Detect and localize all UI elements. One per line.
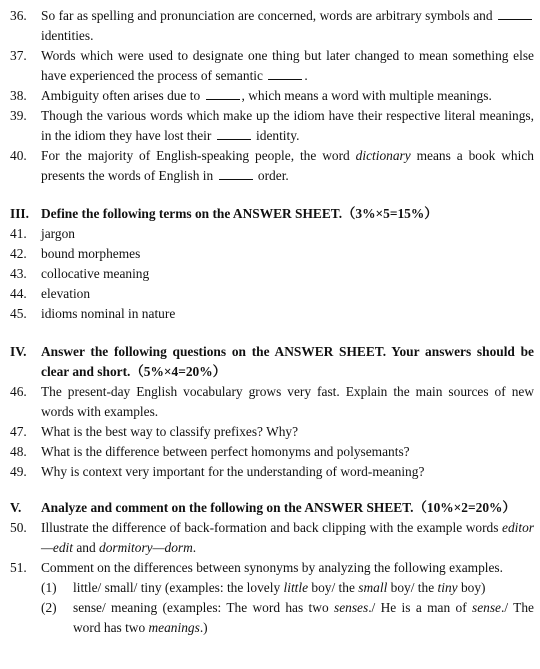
- question-40: [10, 146, 536, 186]
- question-text: The present-day English vocabulary grows very fast. Explain the main sources of new words with examples.: [41, 384, 534, 419]
- section-5-heading: [10, 498, 536, 518]
- question-text: Ambiguity often arises due to: [41, 88, 204, 103]
- question-text: little/ small/ tiny (examples: the lovely: [73, 580, 284, 595]
- question-text: For the majority of English-speaking people, the word: [41, 148, 356, 163]
- question-45: [10, 304, 536, 324]
- question-text: jargon: [41, 226, 75, 241]
- example-word: dormitory—dorm: [99, 540, 193, 555]
- section-3-heading: [10, 204, 536, 224]
- question-41: [10, 224, 536, 244]
- question-text: boy): [457, 580, 486, 595]
- section-title: Answer the following questions on the ANSWER SHEET. Your answers should be clear and short.（5%×4=20%）: [41, 344, 534, 379]
- question-number: 43.: [10, 266, 27, 281]
- question-number: 36.: [10, 8, 27, 23]
- question-text: elevation: [41, 286, 91, 301]
- answer-blank[interactable]: [217, 126, 251, 140]
- question-number: 44.: [10, 286, 27, 301]
- sub-question-number: (1): [41, 580, 57, 595]
- question-number: 49.: [10, 464, 27, 479]
- question-number: 38.: [10, 88, 27, 103]
- question-text: Comment on the differences between synonyms by analyzing the following examples.: [41, 560, 503, 575]
- question-text: .: [304, 68, 308, 83]
- answer-blank[interactable]: [206, 86, 240, 100]
- example-word: small: [358, 580, 388, 595]
- question-51: [10, 558, 536, 578]
- question-number: 46.: [10, 384, 27, 399]
- section-number: IV.: [10, 344, 27, 359]
- sub-question-number: (2): [41, 600, 57, 615]
- question-text: and: [73, 540, 100, 555]
- question-50: [10, 518, 536, 558]
- example-word: little: [283, 580, 309, 595]
- question-text: ./ He is a man of: [368, 600, 472, 615]
- example-word: meanings: [148, 620, 200, 635]
- italic-term: dictionary: [355, 148, 411, 163]
- question-46: [10, 382, 536, 422]
- question-text: What is the best way to classify prefixes? Why?: [41, 424, 299, 439]
- question-text: So far as spelling and pronunciation are concerned, words are arbitrary symbols and: [41, 8, 496, 23]
- question-47: [10, 422, 536, 442]
- question-36: [10, 6, 536, 46]
- example-word: senses: [333, 600, 369, 615]
- question-number: 40.: [10, 148, 27, 163]
- section-4-heading: [10, 342, 536, 382]
- question-39: [10, 106, 536, 146]
- section-number: III.: [10, 206, 29, 221]
- question-number: 39.: [10, 108, 27, 123]
- question-text: What is the difference between perfect homonyms and polysemants?: [41, 444, 410, 459]
- question-text: .: [192, 540, 197, 555]
- question-number: 47.: [10, 424, 27, 439]
- section-number: V.: [10, 500, 22, 515]
- question-48: [10, 442, 536, 462]
- question-text: Words which were used to designate one thing but later changed to mean something else have experienced the process of semantic: [41, 48, 534, 83]
- question-number: 51.: [10, 560, 27, 575]
- answer-blank[interactable]: [268, 66, 302, 80]
- question-text: Though the various words which make up the idiom have their respective literal meanings, in the idiom they have lost their: [41, 108, 534, 143]
- question-text: Illustrate the difference of back-formation and back clipping with the example words: [41, 520, 502, 535]
- question-42: [10, 244, 536, 264]
- question-number: 48.: [10, 444, 27, 459]
- question-number: 42.: [10, 246, 27, 261]
- question-text: identities.: [41, 28, 94, 43]
- question-43: [10, 264, 536, 284]
- question-38: [10, 86, 536, 106]
- question-text: boy/ the: [387, 580, 438, 595]
- question-49: [10, 462, 536, 482]
- question-text: sense/ meaning (examples: The word has two: [73, 600, 334, 615]
- question-text: bound morphemes: [41, 246, 141, 261]
- question-text: , which means a word with multiple meanings.: [241, 88, 492, 103]
- sub-question-2: [10, 598, 536, 638]
- question-text: boy/ the: [308, 580, 359, 595]
- question-44: [10, 284, 536, 304]
- section-title: Define the following terms on the ANSWER SHEET.（3%×5=15%）: [41, 206, 438, 221]
- example-word: sense: [472, 600, 502, 615]
- question-text: means a book which presents the words of English in: [41, 148, 534, 183]
- question-text: .): [199, 620, 208, 635]
- section-title: Analyze and comment on the following on the ANSWER SHEET.（10%×2=20%）: [41, 500, 516, 515]
- question-text: Why is context very important for the understanding of word-meaning?: [41, 464, 425, 479]
- example-word: tiny: [437, 580, 458, 595]
- question-text: ./ The word has two: [73, 600, 534, 635]
- question-text: identity.: [252, 128, 300, 143]
- sub-question-1: [10, 578, 536, 598]
- question-37: [10, 46, 536, 86]
- question-text: order.: [254, 168, 289, 183]
- question-text: idioms nominal in nature: [41, 306, 176, 321]
- example-word: editor—edit: [41, 520, 534, 555]
- question-number: 37.: [10, 48, 27, 63]
- answer-blank[interactable]: [219, 166, 253, 180]
- question-text: collocative meaning: [41, 266, 150, 281]
- question-number: 41.: [10, 226, 27, 241]
- answer-blank[interactable]: [498, 6, 532, 20]
- question-number: 45.: [10, 306, 27, 321]
- question-number: 50.: [10, 520, 27, 535]
